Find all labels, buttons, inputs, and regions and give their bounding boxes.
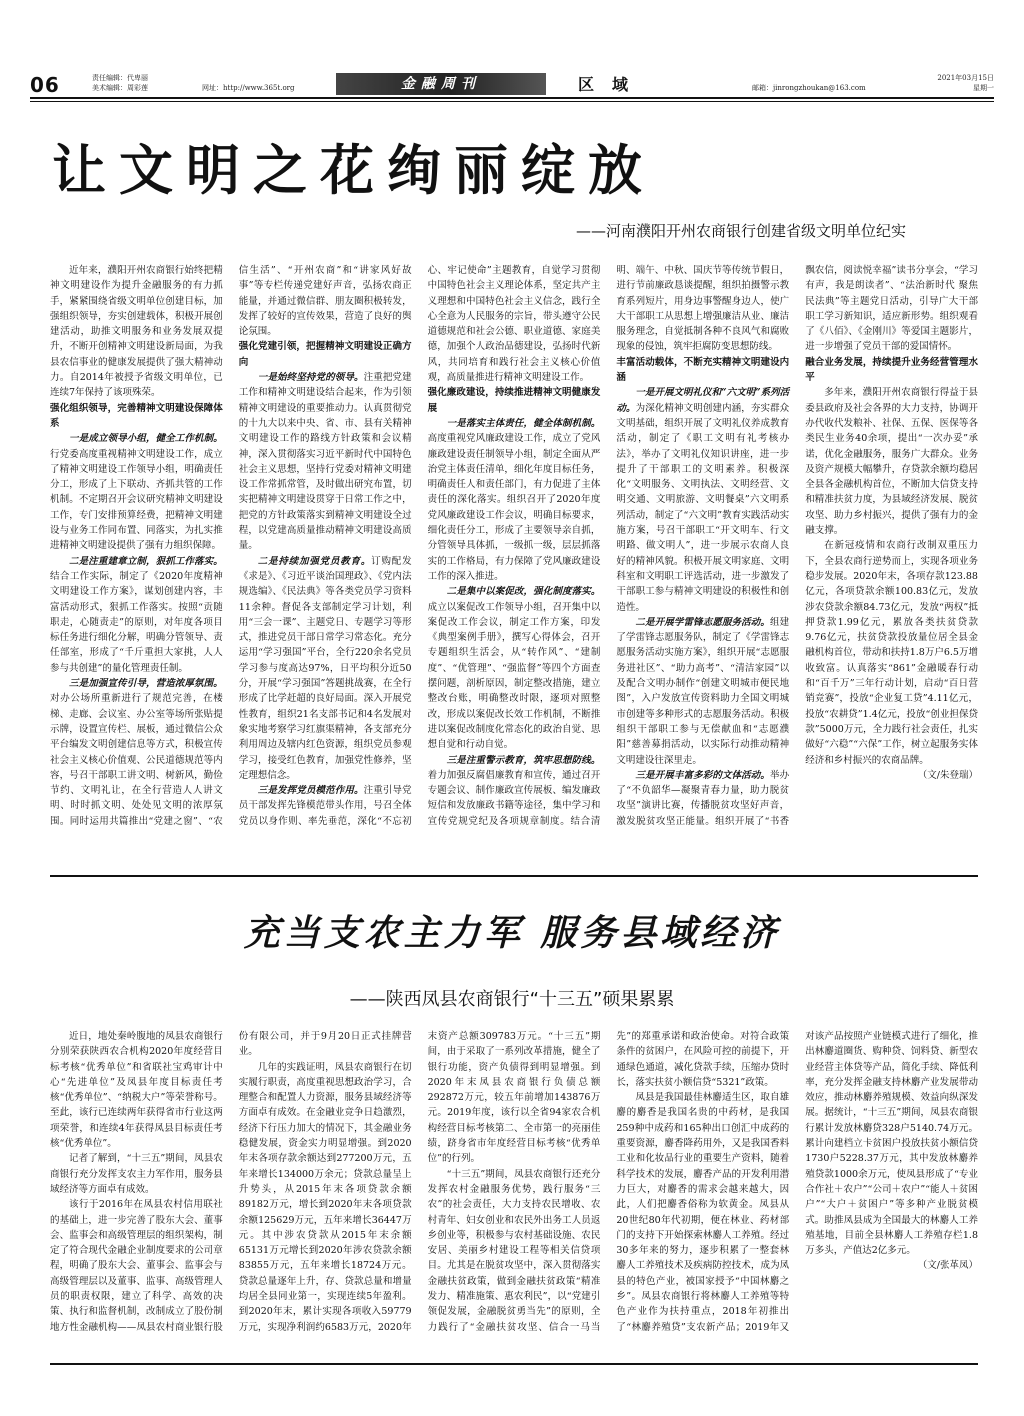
paragraph (50, 1151, 223, 1197)
paragraph-text: 该行于2016年在凤县农村信用联社的基础上，进一步完善了股东大会、董事会、监事会和高级管理层的组织架构，制定了符合现代金融企业制度要求的公司章程，明确了股东大会、董事会、监事会与高级管理层以及董事、监事、高级管理人员的职责权限，建立了科学、高效的决策、执行和监督机制，改制成立了股份制地方性金融机构——凤县农村商业银行股份有限公司，并于9月20日正式挂牌营业。 (50, 1031, 412, 1333)
website-link[interactable]: 网址：http://www.365t.org (202, 84, 295, 92)
paragraph-text: 高度重视党风廉政建设工作，成立了党风廉政建设责任制领导小组，制定全面从严治党主体责任清单，细化年度目标任务，明确责任人和责任部门，有力促进了主体责任的深化落实。组织召开了2020年度党风廉政建设工作会议，明确目标要求，细化责任分工，形成了主要领导亲自抓，分管领导具体抓，一级抓一级，层层抓落实的工作格局，有力保障了党风廉政建设工作的深入推进。 (427, 433, 601, 582)
paragraph-text: 强化组织领导，完善精神文明建设保障体系 (50, 402, 223, 429)
paragraph-lead: 三是注重警示教育，筑牢思想防线。 (446, 754, 601, 766)
dateline (937, 73, 994, 93)
paragraph-lead: 二是持续加强党员教育。 (257, 555, 372, 567)
section-heading (239, 339, 412, 370)
paragraph (50, 431, 223, 553)
paragraph-text: 在新冠疫情和农商行改制双重压力下，全县农商行逆势而上，实现各项业务稳步发展。2020年末，各项存款123.88亿元，各项贷款余额100.83亿元，发放涉农贷款余额84.73亿元，发放“两权”抵押贷款1.99亿元，累放各类扶贫贷款9.76亿元，扶贫贷款投放量位居全县金融机构首位，带动和扶持1.8万户6.5万增收致富。认真落实“861”金融暖春行动和“百千万”三年行动计划，启动“百日营销竞赛”，投放“企业复工贷”4.11亿元，投放“农耕贷”1.4亿元，投放“创业担保贷款”5000万元，全力践行社会责任，扎实做好“六稳”“六保”工作，树立起服务实体经济和乡村振兴的农商品牌。 (805, 540, 978, 766)
paragraph-lead: 三是开展丰富多彩的文体活动。 (635, 769, 771, 781)
issue-weekday: 星期一 (973, 84, 994, 92)
paragraph (616, 385, 789, 614)
paragraph (50, 554, 223, 676)
byline: （文/张革凤） (917, 1260, 978, 1272)
editor-credit: 责任编辑：代卑丽 (92, 74, 148, 82)
paragraph-lead: 三是发挥党员模范作用。 (257, 785, 364, 797)
paragraph-text: 为深化精神文明创建内涵，夯实群众文明基础，组织开展了文明礼仪养成教育活动，制定了《职工文明有礼考核办法》，举办了文明礼仪知识讲座，进一步提升了干部职工的文明素养。积极深化“文明服务、文明执法、文明经营、文明交通、文明旅游、文明餐桌”六文明系列活动，制定了“六文明”教育实践活动实施方案，号召干部职工“开文明车、行文明路、做文明人”，进一步展示农商人良好的精神风貌。积极开展文明家庭、文明科室和文明职工评选活动，进一步激发了干部职工参与精神文明建设的积极性和创造性。 (616, 402, 790, 613)
paragraph-text: 结合工作实际，制定了《2020年度精神文明建设工作方案》，谋划创建内容，丰富活动形式，狠抓工作落实。按照“贡随职走，心随责走”的原则，对年度各项目标任务进行细化分解，明确分管领导、责任部室，形成了“千斤重担大家挑，人人参与共创建”的量化管理责任制。 (50, 570, 223, 674)
paragraph (805, 385, 978, 538)
paragraph-text: 注重引导党员干部发挥先锋模范带头作用，号召全体党员以身作则、率先垂范，深化“不忘初心、牢记使命”主题教育，自觉学习贯彻中国特色社会主义理论体系，坚定共产主义理想和中国特色社会主义信念，践行全心全意为人民服务的宗旨，带头遵守公民道德规范和社会公德、职业道德、家庭美德，加强个人政治品德建设，弘扬时代新风，共同培育和践行社会主义核心价值观，高质量推进行精神文明建设工作。 (238, 265, 601, 827)
paragraph-lead: 一是开展文明礼仪和“六文明”系列活动。 (616, 387, 790, 414)
paragraph (805, 538, 978, 767)
paragraph (50, 263, 223, 401)
paragraph-lead: 二是开展学雷锋志愿服务活动。 (635, 616, 771, 628)
credits (92, 73, 148, 93)
paragraph-text: 行党委高度重视精神文明建设工作，成立了精神文明建设工作领导小组，明确责任分工，形成了上下联动、齐抓共管的工作机制。不定期召开会议研究精神文明建设工作，专门安排预算经费，把精神文明建设与业务工作同布置、同落实，为扎实推进精神文明建设提供了强有力组织保障。 (50, 448, 223, 552)
brand-banner: 金融周刊 (336, 73, 546, 95)
paragraph-text: 丰富活动载体，不断充实精神文明建设内涵 (616, 356, 790, 384)
paragraph-text: 订购配发《求是》、《习近平谈治国理政》、《党内法规选编》、《民法典》等各类党员学习资料11余种。督促各支部制定学习计划，利用“三会一课”、主题党日、专题学习等形式，推进党员干部日常学习常态化。充分运用“学习强国”平台，全行220余名党员学习参与度高达97%，日平均积分近50分，开展“学习强国”答题挑战赛，在全行形成了比学赶超的良好局面。深入开展党性教育，组织21名支部书记和4名发展对象实地考察学习红旗渠精神，各支部充分利用周边及辖内红色资源，组织党员参观学习，接受红色教育，加强党性修养，坚定理想信念。 (238, 555, 412, 781)
paragraph-text: 举办了“不负韶华—凝聚青春力量，助力脱贫攻坚”演讲比赛，传播脱贫攻坚好声音，激发脱贫攻坚正能量。组织开展了“书香飘农信，阅读悦幸福”读书分享会，“学习有声，我是朗读者”、“法治新时代 聚焦民法典”等主题党日活动，引导广大干部职工学习新知识，适应新形势。组织观看了《八佰》、《金刚川》等爱国主题影片，进一步增强了党员干部的爱国情怀。 (616, 265, 978, 827)
page-number: 06 (30, 73, 60, 97)
paragraph-lead: 二是集中以案促改，强化制度落实。 (446, 586, 601, 598)
section-heading (428, 385, 601, 416)
paragraph-text: 强化廉政建设，持续推进精神文明健康发展 (427, 387, 601, 414)
paragraph-text: 几年的实践证明，凤县农商银行在切实履行职责，高度重视思想政治学习，合理整合和配置人力资源，服务县域经济等方面卓有成效。在金融业竞争日趋激烈，经济下行压力加大的情况下，其金融业务稳健发展，资金实力明显增强。到2020年末各项存款余额达到277200万元，五年来增长134000万余元；贷款总量呈上升势头，从2015年末各项贷款余额89182万元，增长到2020年末各项贷款余额125629万元，五年来增长36447万元。其中涉农贷款从2015年末余额65131万元增长到2020年涉农贷款余额83855万元，五年来增长18724万元。贷款总量逐年上升，存、贷款总量和增量均居全县同业第一，实现连续5年盈利。到2020年末，累计实现各项收入59779万元，实现净利润约6583万元，2020年末资产总额309783万元。“十三五”期间，由于采取了一系列改革措施，健全了银行功能，资产负债得到明显增强。到2020年末凤县农商银行负债总额292872万元，较五年前增加143876万元。2019年度，该行以全省94家农合机构经营目标考核第二、全市第一的亮丽佳绩，跻身省市年度经营目标考核“优秀单位”的行列。 (238, 1031, 601, 1333)
bottom-rule (50, 1363, 978, 1365)
article1-body (50, 263, 978, 875)
paragraph-text: 融合业务发展，持续提升业务经营管理水平 (805, 356, 978, 384)
issue-date: 2021年03月15日 (937, 74, 994, 82)
paragraph-text: 组建了学雷锋志愿服务队，制定了《学雷锋志愿服务活动实施方案》，组织开展“志愿服务进社区”、“助力高考”、“清洁家园”以及配合文明办制作“创建文明城市便民地图”，入户发放宣传资料助力全国文明城市创建等多种形式的志愿服务活动。积极组织干部职工参与无偿献血和“志愿濮阳”慈善募捐活动，以实际行动推动精神文明建设往深里走。 (616, 616, 790, 766)
paragraph (50, 1029, 223, 1151)
paragraph-lead: 三是加强宣传引导，营造浓厚氛围。 (69, 678, 223, 690)
paragraph-text: 注重把党建工作和精神文明建设结合起来，作为引领精神文明建设的重要推动力。认真贯彻党的十九大以来中央、省、市、县有关精神文明建设工作的路线方针政策和会议精神，深入贯彻落实习近平新时代中国特色社会主义思想，坚持行党委对精神文明建设工作常抓常管，及时做出研究布置，切实把精神文明建设贯穿于日常工作之中，把党的方针政策落实到精神文明建设全过程，以党建高质量推动精神文明建设高质量。 (238, 372, 412, 552)
section-name: 区域 (578, 75, 647, 94)
paragraph-text: 凤县是我国最佳林麝适生区，取自雄麝的麝香是我国名贵的中药材，是我国259种中成药和165种出口创汇中成药的重要资源，麝香降药用外，又是我国香料工业和化妆品行业的重要生产资料，随着科学技术的发展，麝香产品的开发利用潜力巨大，对麝香的需求会越来越大，因此，人们把麝香俗称为软黄金。凤县从20世纪80年代初期，便在林业、药材部门的支持下开始探索林麝人工养殖。经过30多年来的努力，逐步积累了一整套林麝人工养殖技术及疾病防控技术，成为凤县的特色产业，被国家授予“中国林麝之乡”。凤县农商银行将林麝人工养殖等特色产业作为扶持重点，2018年初推出了“林麝养殖贷”支农新产品；2019年又对该产品按照产业链模式进行了细化，推出林麝道圈货、购种贷、饲料贷、新型农业经营主体贷等产品，简化手续、降低利率，充分发挥金融支持林麝产业发展带动效应，推动林麝养殖规模、效益向纵深发展。据统计，“十三五”期间，凤县农商银行累计发放林麝贷328户5140.74万元。累计向建档立卡贫困户投放扶贫小额信贷1730户5228.37万元，其中发放林麝养殖贷款1000余万元，使凤县形成了“专业合作社＋农户”“公司＋农户”“能人＋贫困户”“大户＋贫困户”等多种产业脱贫模式。助推凤县成为全国最大的林麝人工养殖基地，目前全县林麝人工养殖存栏1.8万多头，产值达2亿多元。 (616, 1031, 978, 1333)
paragraph-lead: 一是落实主体责任，健全体制机制。 (446, 417, 601, 429)
article1-title: 让文明之花绚丽绽放 (52, 138, 655, 202)
byline: （文/朱登瑞） (917, 769, 978, 781)
paragraph-text: 近日，地处秦岭腹地的凤县农商银行分别荣获陕西农合机构2020年度经营目标考核“优秀单位”和省联社宝鸡审计中心“先进单位”及凤县年度目标责任考核“优秀单位”、“纳税大户”等荣誉称号。至此，该行已连续两年获得省市行业这两项荣誉，和连续4年获得凤县目标责任考核“优秀单位”。 (50, 1031, 223, 1150)
paragraph (428, 416, 601, 584)
article-divider (50, 875, 978, 877)
article2-title: 充当支农主力军 服务县域经济 (243, 912, 781, 954)
paragraph-text: 着力加强反腐倡廉教育和宣传，通过召开专题会议、制作廉政宣传展板、编发廉政短信和发放廉政书籍等途径，集中学习和宣传党规党纪及各项规章制度。结合清明、端午、中秋、国庆节等传统节假日，进行节前廉政恳谈提醒，组织拍摄警示教育系列短片，用身边事警醒身边人，使广大干部职工从思想上增强廉洁从业、廉洁服务理念，自觉抵制各种不良风气和腐败现象的侵蚀，筑牢拒腐防变思想防线。 (427, 265, 790, 827)
masthead (30, 71, 994, 97)
email-link[interactable]: 邮箱：jinrongzhoukan@163.com (752, 84, 866, 92)
section-heading (50, 401, 223, 432)
masthead-rule (30, 97, 994, 99)
masthead-rule-thin (30, 101, 994, 102)
designer-credit: 美术编辑：周彩莲 (92, 84, 148, 92)
paragraph-text: 多年来，濮阳开州农商银行得益于县委县政府及社会各界的大力支持，协调开办代收代发粮补、社保、五保、医保等各类民生业务40余项，提出“一次办妥”承诺，优化金融服务，服务广大群众。业务及资产规模大幅攀升，存贷款余额均稳居全县各金融机构首位，不断加大信贷支持和精准扶贫力度，为县域经济发展、脱贫攻坚、助力乡村振兴，提供了强有力的金融支撑。 (805, 387, 978, 537)
paragraph-text: 近年来，濮阳开州农商银行始终把精神文明建设作为提升金融服务的有力抓手，紧紧围绕省级文明单位创建目标，加强组织领导，夯实创建载体，积极开展创建活动，助推文明服务和业务发展双提升，不断开创精神文明建设新局面，为我县农信事业的健康发展提供了强大精神动力。自2014年被授予省级文明单位，已连续7年保持了该项殊荣。 (50, 265, 223, 399)
article2-body (50, 1029, 978, 1357)
section-heading (616, 355, 789, 386)
paragraph-text: 对办公场所重新进行了规范完善，在楼梯、走廊、会议室、办公室等场所张贴提示牌，设置宣传栏、展板，通过微信公众平台编发文明创建信息等方式，积极宣传社会主义核心价值观、公民道德规范等内容，号召干部职工讲文明、树新风，勤俭节约、文明礼让，在全行营造人人讲文明、时时抓文明、处处见文明的浓厚氛围。同时运用共篇推出“党建之窗”、“农信生活”、“开州农商”和“讲家风好故事”等专栏传递党建好声音，弘扬农商正能量，并通过微信群、朋友圈积极转发，发挥了较好的宣传效果，营造了良好的舆论氛围。 (50, 265, 412, 827)
paragraph-lead: 二是注重建章立制，狠抓工作落实。 (69, 555, 223, 567)
article2-subtitle: ——陕西凤县农商银行“十三五”硕果累累 (349, 989, 675, 1010)
paragraph (239, 370, 412, 554)
paragraph-text: 成立以案促改工作领导小组，召开集中以案促改工作会议，制定工作方案，印发《典型案例手册》，撰写心得体会，召开专题组织生活会，从“转作风”、“建制度”、“优管理”、“强监督”等四个方面查摆问题，剖析原因，制定整改措施，建立整改台账，明确整改时限，逐项对照整改，形成以案促改长效工作机制，不断推进以案促改制度化常态化的政治自觉、思想自觉和行动自觉。 (427, 601, 601, 751)
article1-subtitle: ——河南濮阳开州农商银行创建省级文明单位纪实 (575, 222, 906, 240)
paragraph (616, 615, 789, 768)
paragraph (239, 554, 412, 783)
paragraph-lead: 一是成立领导小组，健全工作机制。 (69, 433, 223, 445)
section-heading (805, 355, 978, 386)
paragraph-text: 记者了解到，“十三五”期间，凤县农商银行充分发挥支农主力军作用，服务县域经济等方面卓有成效。 (50, 1153, 223, 1195)
paragraph-text: “十三五”期间，凤县农商银行还充分发挥农村金融服务优势，践行服务“三农”的社会责任，大力支持农民增收、农村青年、妇女创业和农民外出务工人员返乡创业等，积极参与农村基础设施、农民安居、美丽乡村建设工程等相关信贷项目。尤其是在脱贫攻坚中，深入贯彻落实金融扶贫政策，做到金融扶贫政策“精准发力、精准施策、惠农利民”，以“党建引领促发展，金融脱贫勇当先”的原则，全力践行了“金融扶贫攻坚、信合一马当先”的郑重承诺和政治使命。对符合政策条件的贫困户，在风险可控的前提下，开通绿色通道，减化贷款手续，压缩办贷时长，落实扶贫小额信贷“5321”政策。 (427, 1031, 790, 1333)
paragraph (428, 584, 601, 752)
paragraph-lead: 一是始终坚持党的领导。 (257, 372, 364, 384)
paragraph-text: 强化党建引领，把握精神文明建设正确方向 (238, 341, 412, 368)
